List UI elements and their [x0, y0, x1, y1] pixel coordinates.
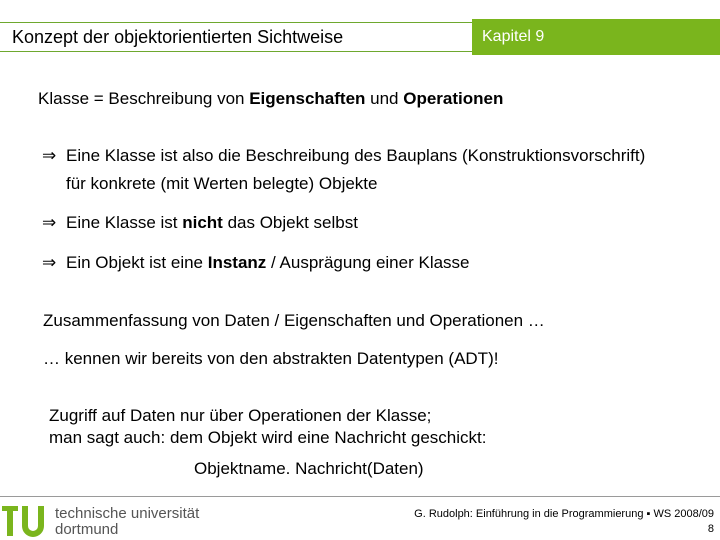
summary-line-2: … kennen wir bereits von den abstrakten Datentypen (ADT)! — [43, 349, 499, 368]
class-definition — [38, 89, 503, 109]
implication-1 — [42, 146, 645, 166]
implies-arrow-icon: ⇒ — [42, 253, 57, 272]
implication-2 — [42, 213, 358, 233]
tu-logo-icon — [2, 502, 50, 538]
implies-arrow-icon: ⇒ — [42, 213, 57, 232]
chapter-label: Kapitel 9 — [472, 19, 720, 55]
implication-3 — [42, 253, 470, 273]
implication-3-pre: Ein Objekt ist eine — [66, 253, 208, 272]
implication-3-post: / Ausprägung einer Klasse — [266, 253, 470, 272]
university-line-1: technische universität — [55, 505, 200, 522]
access-line-2: man sagt auch: dem Objekt wird eine Nachricht geschickt: — [49, 428, 487, 447]
footer-divider — [0, 496, 720, 497]
university-line-2: dortmund — [55, 521, 119, 538]
page-number: 8 — [707, 523, 714, 535]
message-example: Objektname. Nachricht(Daten) — [194, 459, 424, 478]
implication-3-bold: Instanz — [207, 253, 267, 272]
definition-operations: Operationen — [403, 89, 504, 108]
implies-arrow-icon: ⇒ — [42, 146, 57, 165]
definition-properties: Eigenschaften — [249, 89, 366, 108]
implication-1-line1: Eine Klasse ist also die Beschreibung des Bauplans (Konstruktionsvorschrift) — [66, 146, 646, 165]
lecture-credit: G. Rudolph: Einführung in die Programmierung ▪ WS 2008/09 — [414, 508, 714, 520]
footer-credit — [414, 507, 714, 537]
implication-1-line2: für konkrete (mit Werten belegte) Objekte — [66, 174, 378, 193]
university-name — [55, 506, 199, 538]
summary-line-1: Zusammenfassung von Daten / Eigenschaften und Operationen … — [43, 311, 545, 330]
implication-2-post: das Objekt selbst — [222, 213, 358, 232]
slide-title: Konzept der objektorientierten Sichtweise — [0, 22, 472, 52]
access-line-1: Zugriff auf Daten nur über Operationen der Klasse; — [49, 406, 432, 425]
definition-lead: Klasse = Beschreibung von — [38, 89, 250, 108]
definition-mid: und — [365, 89, 404, 108]
implication-2-bold: nicht — [182, 213, 223, 232]
implication-2-pre: Eine Klasse ist — [66, 213, 183, 232]
